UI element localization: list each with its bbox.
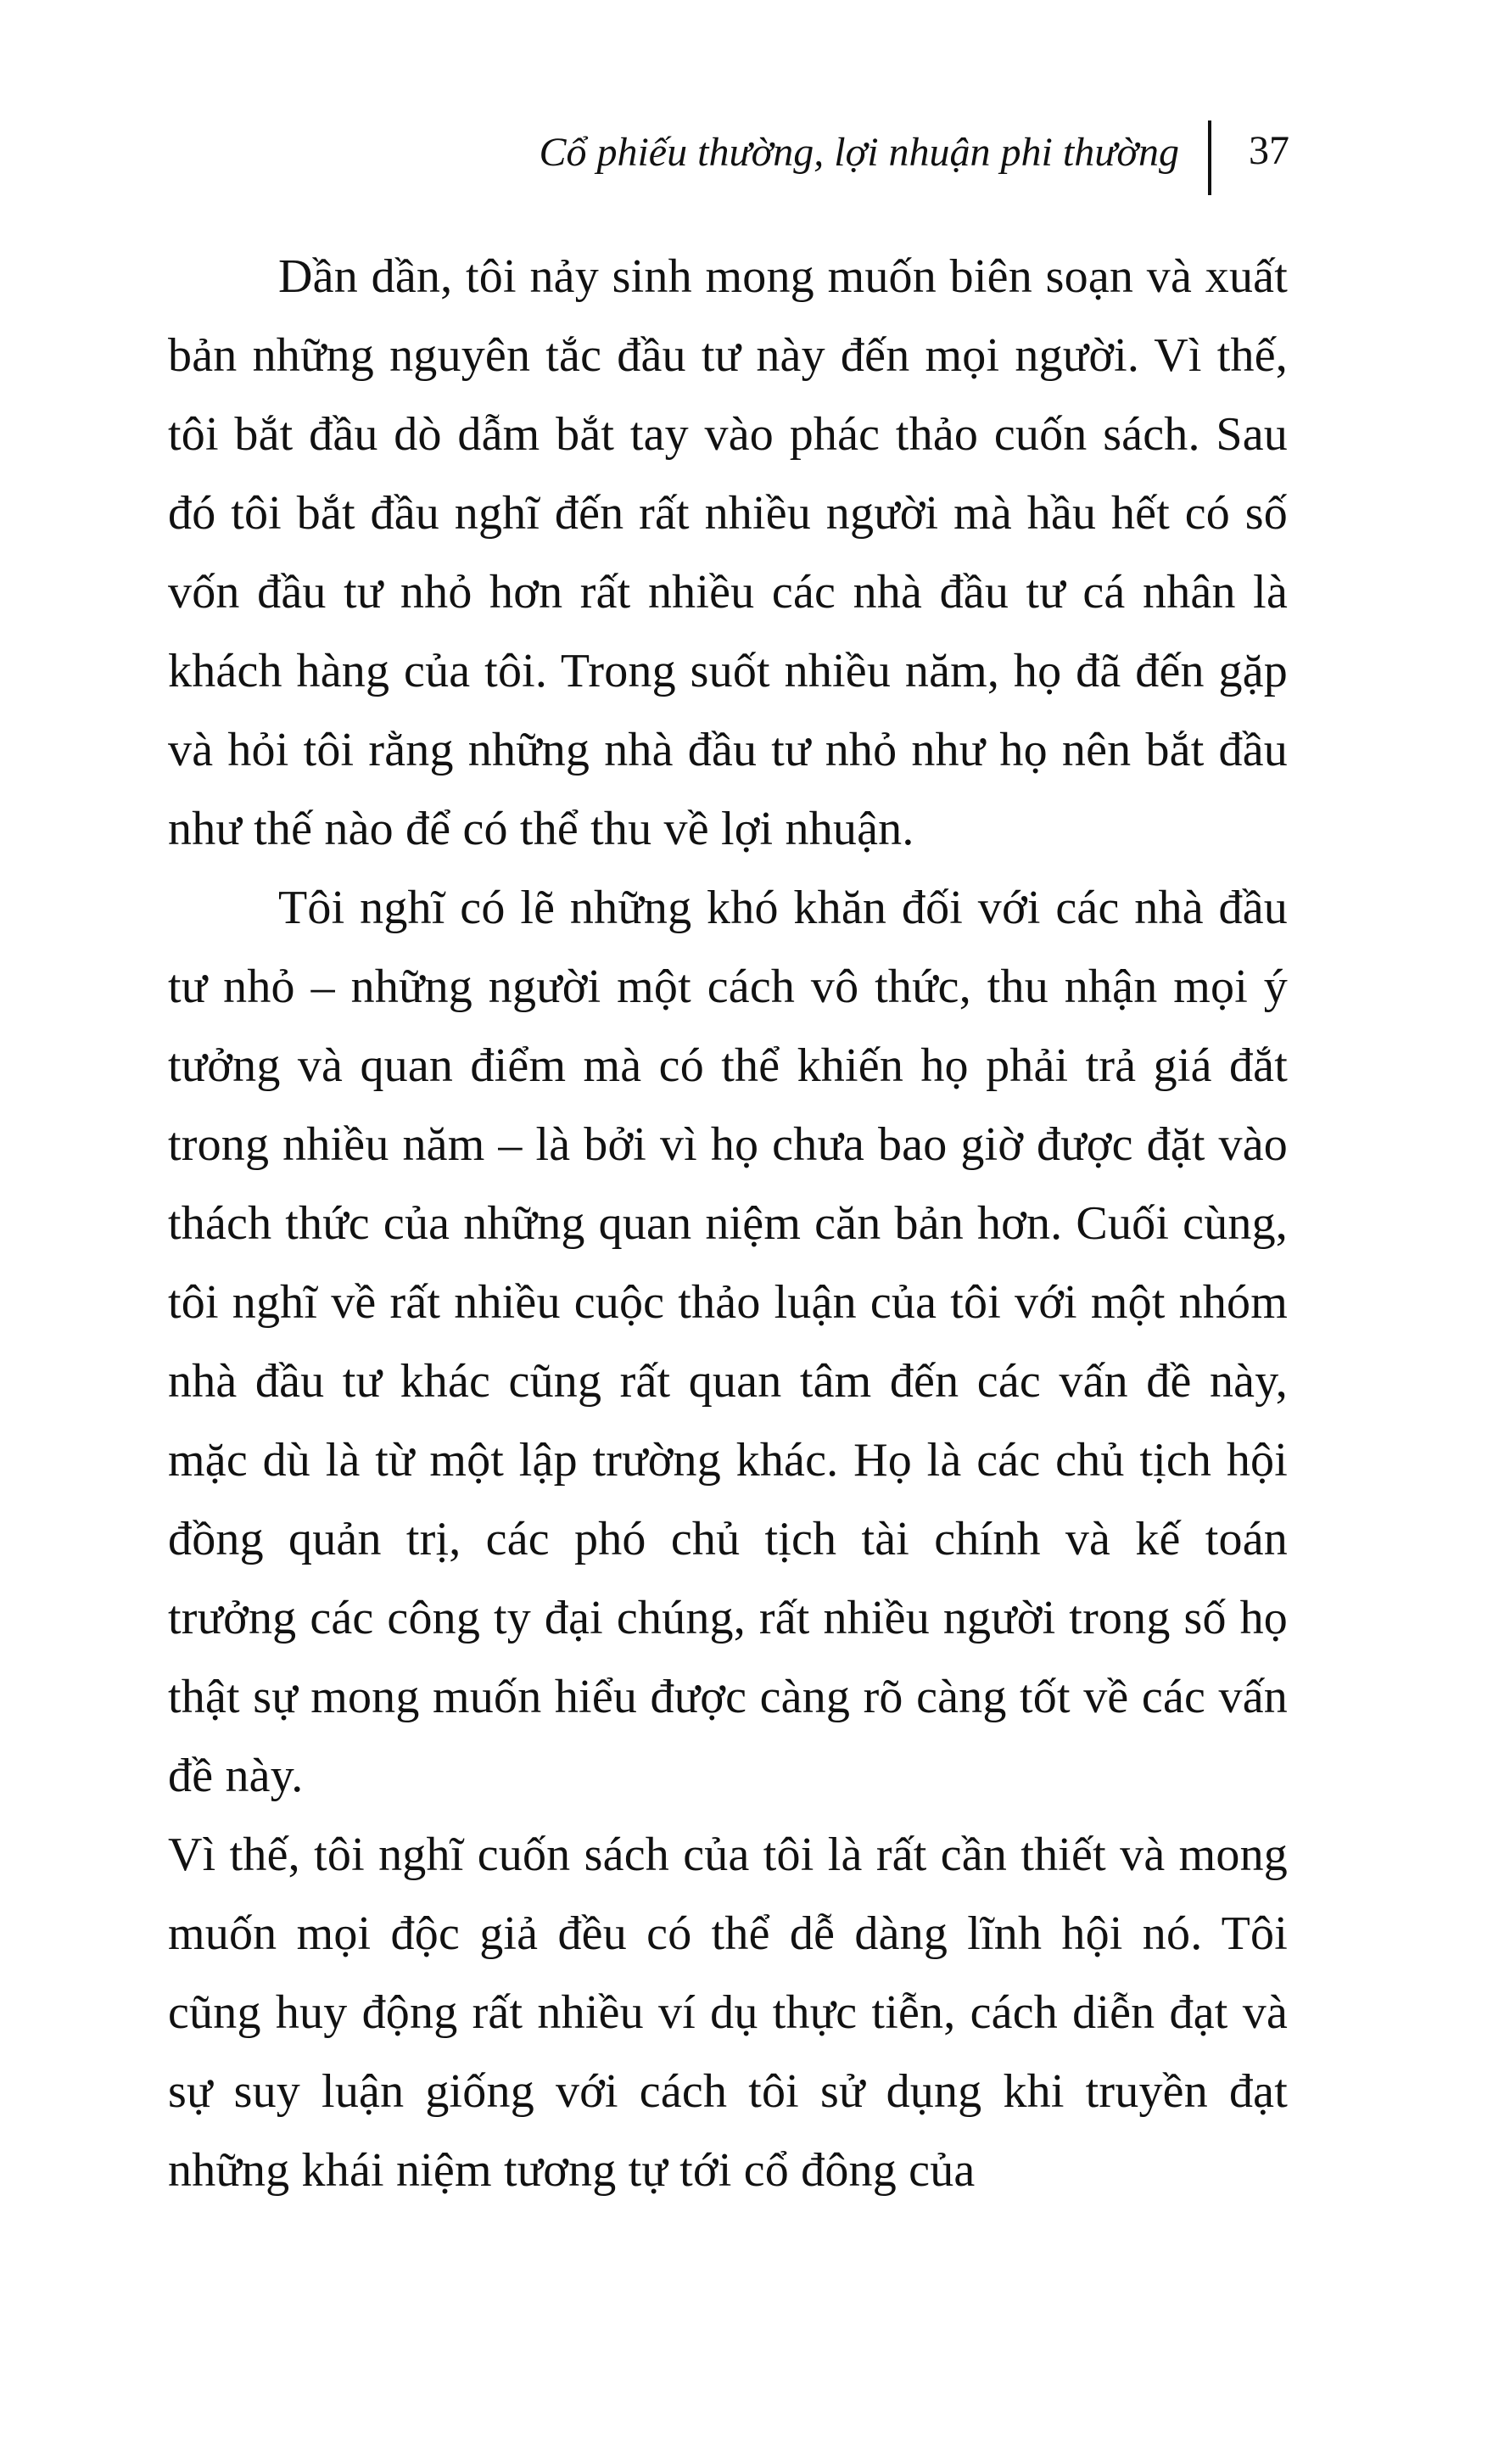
paragraph: Vì thế, tôi nghĩ cuốn sách của tôi là rất cần thiết và mong muốn mọi độc giả đều có thể dễ dàng lĩnh hội nó. Tôi cũng huy động rất nhiều ví dụ thực tiễn, cách diễn đạt và sự suy luận giống với cách tôi sử dụng khi truyền đạt những khái niệm tương tự tới cổ đông của [168,1828,1288,2197]
running-title: Cổ phiếu thường, lợi nhuận phi thường [539,130,1179,175]
running-header [441,120,1289,197]
page-number: 37 [1249,128,1289,173]
paragraph: Dần dần, tôi nảy sinh mong muốn biên soạn và xuất bản những nguyên tắc đầu tư này đến mọi người. Vì thế, tôi bắt đầu dò dẫm bắt tay vào phác thảo cuốn sách. Sau đó tôi bắt đầu nghĩ đến rất nhiều người mà hầu hết có số vốn đầu tư nhỏ hơn rất nhiều các nhà đầu tư cá nhân là khách hàng của tôi. Trong suốt nhiều năm, họ đã đến gặp và hỏi tôi rằng những nhà đầu tư nhỏ như họ nên bắt đầu như thế nào để có thể thu về lợi nhuận. [168,250,1288,855]
body-text [168,238,1288,2210]
header-divider [1208,120,1211,195]
paragraph: Tôi nghĩ có lẽ những khó khăn đối với các nhà đầu tư nhỏ – những người một cách vô thức, thu nhận mọi ý tưởng và quan điểm mà có thể khiến họ phải trả giá đắt trong nhiều năm – là bởi vì họ chưa bao giờ được đặt vào thách thức của những quan niệm căn bản hơn. Cuối cùng, tôi nghĩ về rất nhiều cuộc thảo luận của tôi với một nhóm nhà đầu tư khác cũng rất quan tâm đến các vấn đề này, mặc dù là từ một lập trường khác. Họ là các chủ tịch hội đồng quản trị, các phó chủ tịch tài chính và kế toán trưởng các công ty đại chúng, rất nhiều người trong số họ thật sự mong muốn hiểu được càng rõ càng tốt về các vấn đề này. [168,882,1288,1802]
